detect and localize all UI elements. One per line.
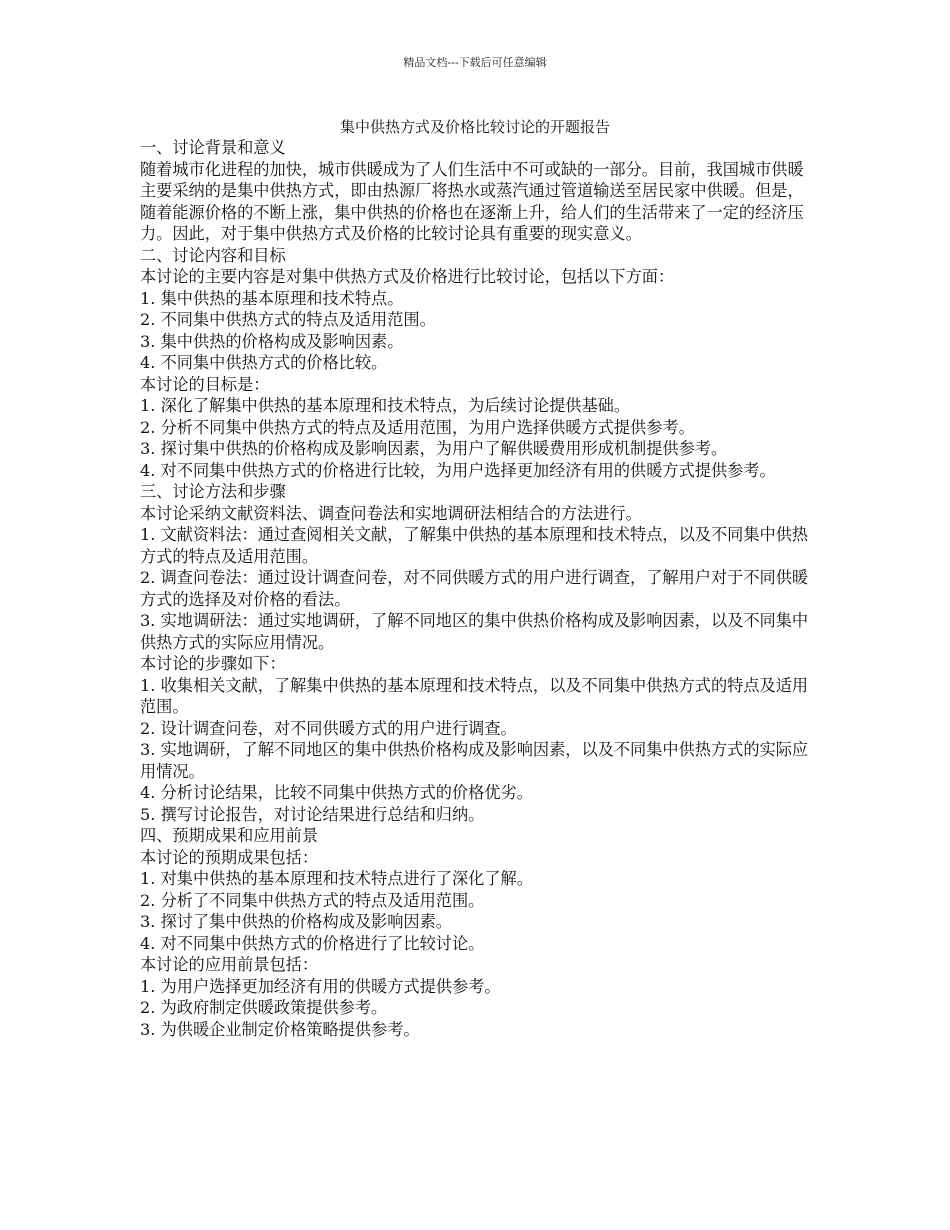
document-title: 集中供热方式及价格比较讨论的开题报告 [339, 118, 610, 136]
document-body [140, 137, 815, 1040]
list-item: 2. 不同集中供热方式的特点及适用范围。 [140, 310, 436, 329]
list-item: 2. 设计调查问卷，对不同供暖方式的用户进行调查。 [140, 718, 517, 738]
paragraph: 本讨论的主要内容是对集中供热方式及价格进行比较讨论，包括以下方面： [140, 267, 675, 286]
list-item: 3. 实地调研法：通过实地调研，了解不同地区的集中供热价格构成及影响因素，以及不同集中供热方式的实际应用情况。 [140, 611, 809, 652]
list-item: 3. 为供暖企业制定价格策略提供参考。 [140, 1019, 420, 1039]
paragraph: 本讨论的应用前景包括： [140, 955, 319, 974]
list-item: 3. 集中供热的价格构成及影响因素。 [140, 331, 404, 351]
list-item: 3. 探讨了集中供热的价格构成及影响因素。 [140, 912, 452, 931]
list-item: 4. 对不同集中供热方式的价格进行了比较讨论。 [140, 933, 485, 953]
page-header: 精品文档---下载后可任意编辑 [403, 56, 547, 69]
list-item: 4. 不同集中供热方式的价格比较。 [140, 353, 388, 372]
list-item: 1. 深化了解集中供热的基本原理和技术特点，为后续讨论提供基础。 [140, 396, 631, 415]
paragraph: 本讨论采纳文献资料法、调查问卷法和实地调研法相结合的方法进行。 [140, 503, 642, 523]
paragraph: 本讨论的目标是： [140, 374, 270, 394]
list-item: 4. 对不同集中供热方式的价格进行比较，为用户选择更加经济有用的供暖方式提供参考。 [140, 460, 776, 480]
list-item: 2. 分析不同集中供热方式的特点及适用范围，为用户选择供暖方式提供参考。 [140, 417, 695, 437]
list-item: 5. 撰写讨论报告，对讨论结果进行总结和归纳。 [140, 804, 485, 824]
list-item: 1. 文献资料法：通过查阅相关文献，了解集中供热的基本原理和技术特点，以及不同集中供热方式的特点及适用范围。 [140, 525, 809, 566]
list-item: 1. 为用户选择更加经济有用的供暖方式提供参考。 [140, 976, 501, 996]
list-item: 1. 集中供热的基本原理和技术特点。 [140, 288, 404, 308]
list-item: 2. 调查问卷法：通过设计调查问卷，对不同供暖方式的用户进行调查，了解用户对于不同供暖方式的选择及对价格的看法。 [140, 568, 809, 609]
paragraph: 随着城市化进程的加快，城市供暖成为了人们生活中不可或缺的一部分。目前，我国城市供暖主要采纳的是集中供热方式，即由热源厂将热水或蒸汽通过管道输送至居民家中供暖。但是，随着能源价格的不断上涨，集中供热的价格也在逐渐上升，给人们的生活带来了一定的经济压力。因此，对于集中供热方式及价格的比较讨论具有重要的现实意义。 [140, 159, 804, 243]
list-item: 4. 分析讨论结果，比较不同集中供热方式的价格优劣。 [140, 783, 533, 802]
section-heading: 一、讨论背景和意义 [140, 138, 286, 157]
list-item: 3. 探讨集中供热的价格构成及影响因素，为用户了解供暖费用形成机制提供参考。 [140, 439, 728, 458]
list-item: 3. 实地调研，了解不同地区的集中供热价格构成及影响因素，以及不同集中供热方式的实际应用情况。 [140, 740, 809, 781]
section-heading: 二、讨论内容和目标 [140, 245, 286, 265]
paragraph: 本讨论的预期成果包括： [140, 847, 319, 867]
list-item: 2. 分析了不同集中供热方式的特点及适用范围。 [140, 890, 485, 910]
section-heading: 四、预期成果和应用前景 [140, 826, 319, 845]
paragraph: 本讨论的步骤如下： [140, 654, 286, 673]
section-heading: 三、讨论方法和步骤 [140, 482, 286, 501]
list-item: 2. 为政府制定供暖政策提供参考。 [140, 998, 388, 1017]
list-item: 1. 对集中供热的基本原理和技术特点进行了深化了解。 [140, 869, 533, 888]
list-item: 1. 收集相关文献，了解集中供热的基本原理和技术特点，以及不同集中供热方式的特点及适用范围。 [140, 675, 809, 716]
